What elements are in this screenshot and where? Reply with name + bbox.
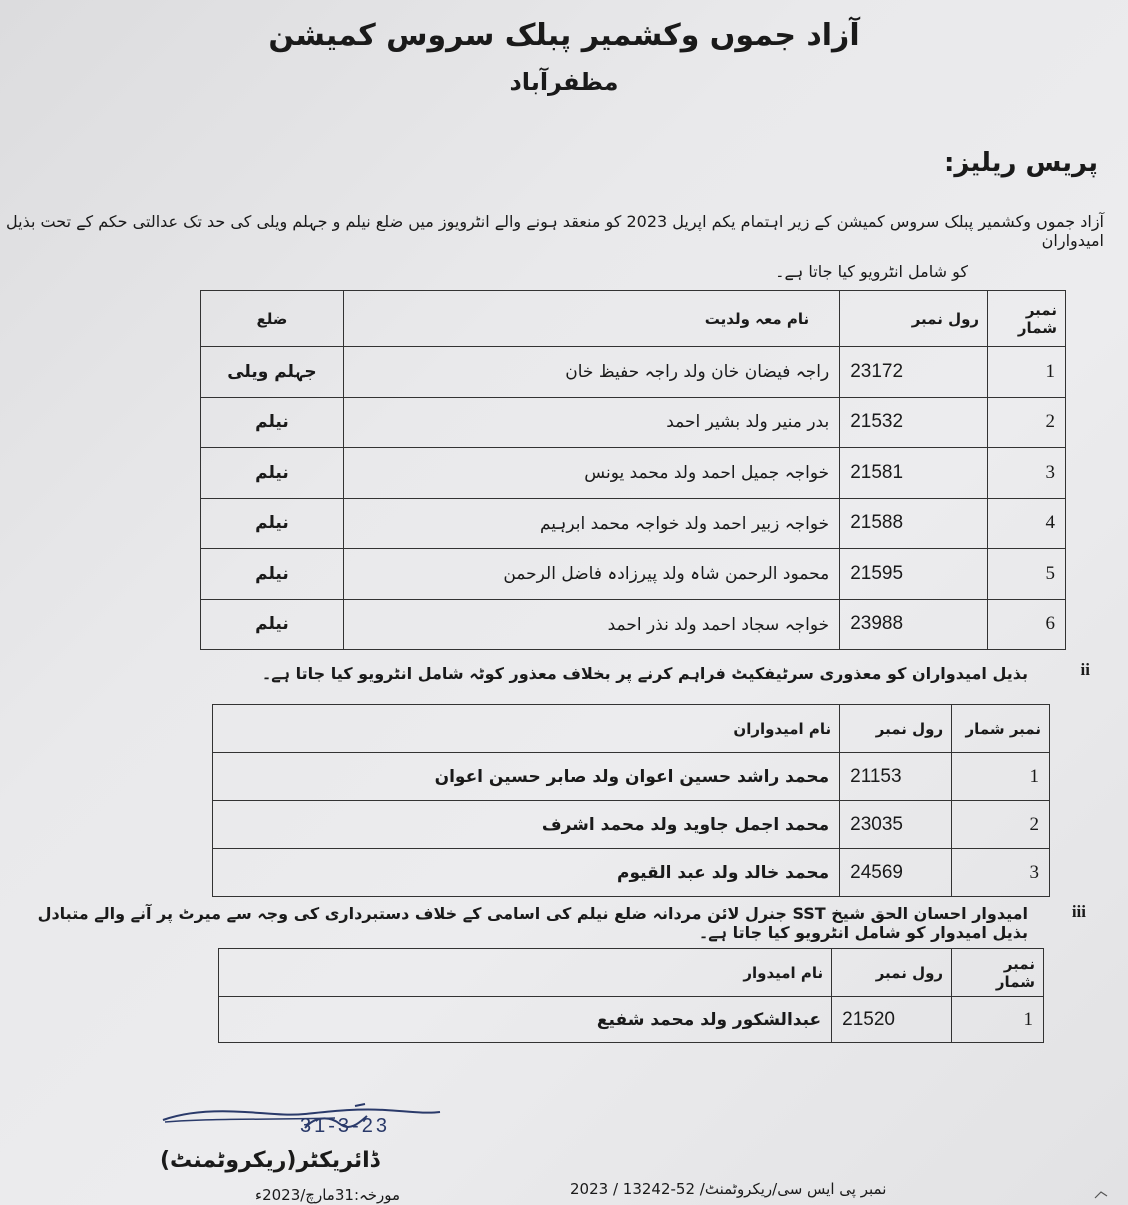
table-header-row (219, 949, 1044, 997)
row-district: جہلم ویلی (201, 347, 344, 398)
row-serial: 1 (988, 347, 1066, 398)
header-name: نام معہ ولدیت (343, 291, 839, 347)
row-serial: 3 (952, 849, 1050, 897)
candidates-table-3 (218, 948, 1044, 1043)
row-district: نیلم (201, 599, 344, 650)
table-row (201, 347, 1066, 398)
organization-title: آزاد جموں وکشمیر پبلک سروس کمیشن (268, 18, 860, 53)
row-name: محمد راشد حسین اعوان ولد صابر حسین اعوان (213, 753, 840, 801)
row-district: نیلم (201, 448, 344, 499)
row-roll: 23988 (840, 599, 988, 650)
row-name: محمد اجمل جاوید ولد محمد اشرف (213, 801, 840, 849)
row-roll: 21595 (840, 549, 988, 600)
row-roll: 21588 (840, 498, 988, 549)
signature-date: 31-3-23 (300, 1115, 390, 1137)
row-serial: 1 (952, 997, 1044, 1043)
row-roll: 23172 (840, 347, 988, 398)
table-header-row (213, 705, 1050, 753)
row-roll: 21532 (840, 397, 988, 448)
row-roll: 21153 (840, 753, 952, 801)
header-roll: رول نمبر (832, 949, 952, 997)
row-serial: 6 (988, 599, 1066, 650)
city-title: مظفرآباد (509, 68, 619, 96)
row-roll: 21520 (832, 997, 952, 1043)
intro-paragraph-line2: کو شامل انٹرویو کیا جاتا ہے۔ (775, 262, 968, 281)
header-district: ضلع (201, 291, 344, 347)
row-name: محمود الرحمن شاہ ولد پیرزادہ فاضل الرحمن (343, 549, 839, 600)
candidates-table-1 (200, 290, 1066, 650)
row-serial: 2 (952, 801, 1050, 849)
press-release-heading: پریس ریلیز: (943, 148, 1098, 178)
header-name: نام امیدوار (219, 949, 832, 997)
intro-paragraph-line1: آزاد جموں وکشمیر پبلک سروس کمیشن کے زیر اہتمام یکم اپریل 2023 کو منعقد ہونے والے انٹرویوز میں ضلع نیلم و جہلم ویلی کی حد تک عدالتی حکم کے تحت بذیل امیدواران (6, 212, 1104, 250)
row-serial: 5 (988, 549, 1066, 600)
reference-number: نمبر پی ایس سی/ریکروٹمنٹ/ 52-13242 / 2023 (570, 1180, 887, 1198)
row-roll: 23035 (840, 801, 952, 849)
row-roll: 21581 (840, 448, 988, 499)
document-date: مورخہ:31مارچ/2023ء (255, 1186, 401, 1204)
section-2-text: بذیل امیدواران کو معذوری سرٹیفکیٹ فراہم کرنے پر بخلاف معذور کوٹہ شامل انٹرویو کیا جاتا ہے۔ (261, 664, 1028, 683)
table-row (219, 997, 1044, 1043)
table-row (201, 599, 1066, 650)
row-district: نیلم (201, 498, 344, 549)
row-serial: 2 (988, 397, 1066, 448)
row-serial: 3 (988, 448, 1066, 499)
row-roll: 24569 (840, 849, 952, 897)
table-row (201, 498, 1066, 549)
header-name: نام امیدواران (213, 705, 840, 753)
table-row (201, 397, 1066, 448)
header-roll: رول نمبر (840, 291, 988, 347)
row-name: خواجہ زبیر احمد ولد خواجہ محمد ابرہیم (343, 498, 839, 549)
header-roll: رول نمبر (840, 705, 952, 753)
row-serial: 1 (952, 753, 1050, 801)
corner-mark (1093, 1188, 1111, 1200)
header-serial: نمبر شمار (952, 949, 1044, 997)
row-name: بدر منیر ولد بشیر احمد (343, 397, 839, 448)
row-district: نیلم (201, 397, 344, 448)
row-name: خواجہ جمیل احمد ولد محمد یونس (343, 448, 839, 499)
row-name: محمد خالد ولد عبد القیوم (213, 849, 840, 897)
row-serial: 4 (988, 498, 1066, 549)
row-name: راجہ فیضان خان ولد راجہ حفیظ خان (343, 347, 839, 398)
table-row (213, 849, 1050, 897)
section-3-marker: iii (1071, 902, 1086, 921)
row-name: عبدالشکور ولد محمد شفیع (219, 997, 832, 1043)
row-name: خواجہ سجاد احمد ولد نذر احمد (343, 599, 839, 650)
director-title: ڈائریکٹر(ریکروٹمنٹ) (160, 1148, 380, 1173)
table-row (213, 753, 1050, 801)
table-row (213, 801, 1050, 849)
table-header-row (201, 291, 1066, 347)
row-district: نیلم (201, 549, 344, 600)
table-row (201, 549, 1066, 600)
header-serial: نمبر شمار (988, 291, 1066, 347)
section-3-text: امیدوار احسان الحق شیخ SST جنرل لائن مردانہ ضلع نیلم کی اسامی کے خلاف دستبرداری کی وجہ سے میرٹ پر آنے والے متبادل بذیل امیدوار کو شامل انٹرویو کیا جاتا ہے۔ (37, 904, 1028, 942)
header-serial: نمبر شمار (952, 705, 1050, 753)
table-row (201, 448, 1066, 499)
candidates-table-2 (212, 704, 1050, 897)
section-2-marker: ii (1080, 660, 1090, 679)
